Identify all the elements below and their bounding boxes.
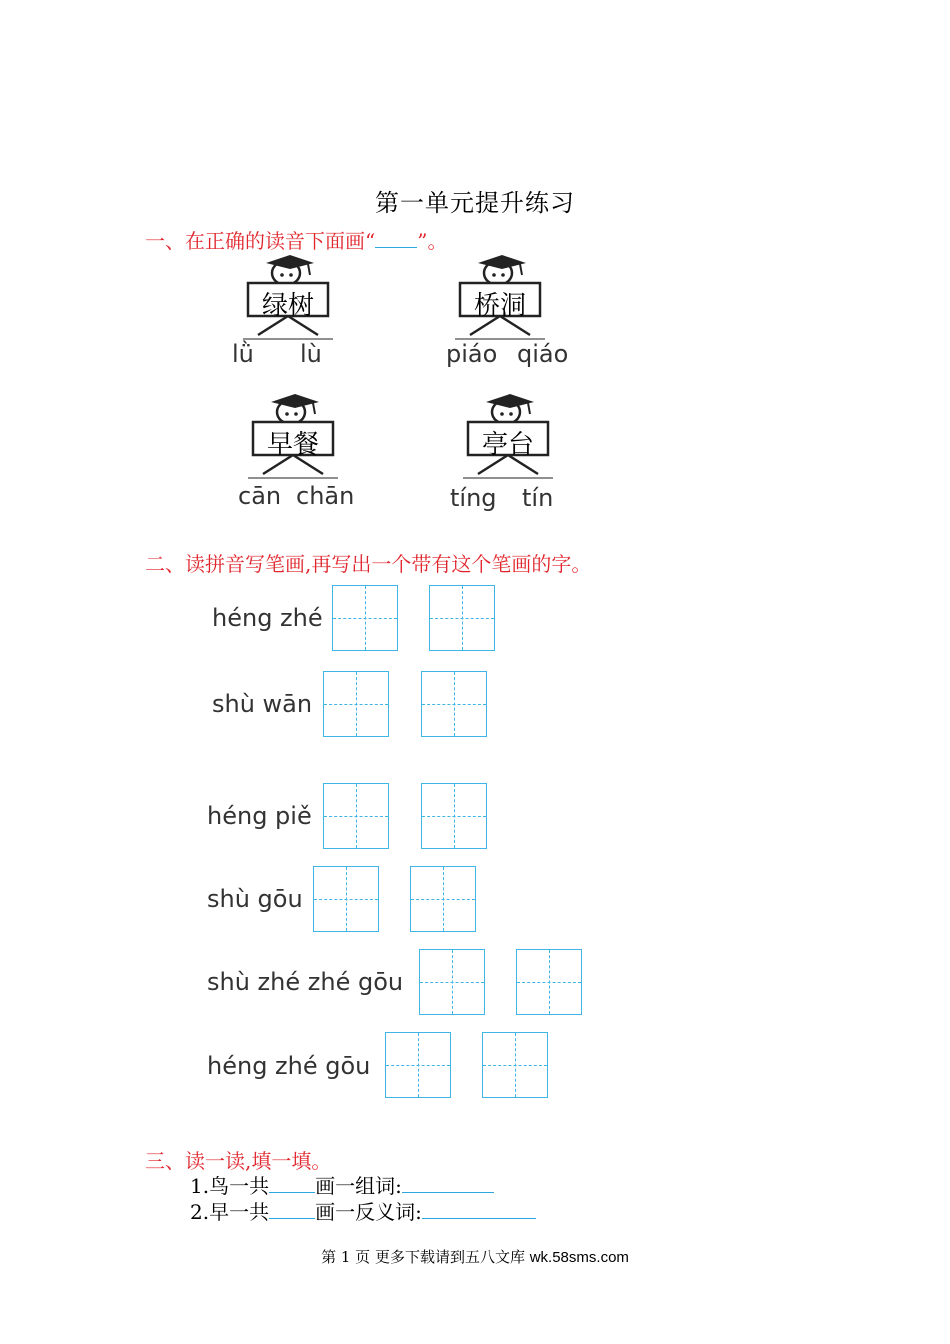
word-4: 亭台 <box>481 430 534 460</box>
pinyin-option[interactable]: tíng <box>450 484 497 512</box>
writing-grid-box[interactable] <box>429 585 495 651</box>
pinyin-option[interactable]: tín <box>522 484 554 512</box>
character-card <box>458 392 558 487</box>
stroke-pinyin: héng zhé gōu <box>207 1052 371 1080</box>
section-2-heading: 二、读拼音写笔画,再写出一个带有这个笔画的字。 <box>145 552 592 576</box>
footer-link[interactable]: wk.58sms.com <box>529 1249 629 1266</box>
writing-grid-box[interactable] <box>482 1032 548 1098</box>
answer-blank[interactable] <box>269 1174 315 1193</box>
section-1-label-end: ”。 <box>417 229 448 253</box>
question-1-text-a: 1.鸟一共 <box>190 1174 270 1198</box>
writing-grid-box[interactable] <box>332 585 398 651</box>
character-card <box>238 253 338 348</box>
answer-blank[interactable] <box>422 1200 536 1219</box>
stroke-pinyin: shù gōu <box>207 885 303 913</box>
section-3-heading: 三、读一读,填一填。 <box>145 1149 332 1173</box>
writing-grid-box[interactable] <box>385 1032 451 1098</box>
stroke-pinyin: héng piě <box>207 802 312 830</box>
pinyin-option[interactable]: lù <box>300 340 322 368</box>
writing-grid-box[interactable] <box>419 949 485 1015</box>
underline-sample <box>375 227 417 248</box>
writing-grid-box[interactable] <box>323 671 389 737</box>
writing-grid-box[interactable] <box>421 783 487 849</box>
answer-blank[interactable] <box>269 1200 315 1219</box>
pinyin-option[interactable]: chān <box>296 482 355 510</box>
writing-grid-box[interactable] <box>313 866 379 932</box>
character-card <box>450 253 550 348</box>
stroke-pinyin: shù zhé zhé gōu <box>207 968 404 996</box>
question-2-text-b: 画一反义词: <box>315 1200 422 1224</box>
section-1-heading <box>145 225 447 254</box>
answer-blank[interactable] <box>402 1174 494 1193</box>
question-2 <box>190 1196 536 1225</box>
writing-grid-box[interactable] <box>323 783 389 849</box>
word-2: 桥洞 <box>473 291 526 321</box>
writing-grid-box[interactable] <box>421 671 487 737</box>
question-1-text-b: 画一组词: <box>315 1174 402 1198</box>
page-title: 第一单元提升练习 <box>375 189 575 217</box>
writing-grid-box[interactable] <box>410 866 476 932</box>
pinyin-option[interactable]: cān <box>238 482 282 510</box>
pinyin-option[interactable]: qiáo <box>517 340 569 368</box>
stroke-pinyin: shù wān <box>212 690 313 718</box>
word-3: 早餐 <box>266 430 319 460</box>
character-card <box>243 392 343 487</box>
pinyin-option[interactable]: lǜ <box>232 340 254 368</box>
question-1 <box>190 1170 494 1199</box>
section-1-label: 一、在正确的读音下面画“ <box>145 229 376 253</box>
footer-text: 第 1 页 更多下载请到五八文库 <box>321 1248 530 1266</box>
word-1: 绿树 <box>261 291 314 321</box>
question-2-text-a: 2.早一共 <box>190 1200 270 1224</box>
page-footer <box>0 1246 950 1267</box>
writing-grid-box[interactable] <box>516 949 582 1015</box>
stroke-pinyin: héng zhé <box>212 604 323 632</box>
pinyin-option[interactable]: piáo <box>446 340 498 368</box>
